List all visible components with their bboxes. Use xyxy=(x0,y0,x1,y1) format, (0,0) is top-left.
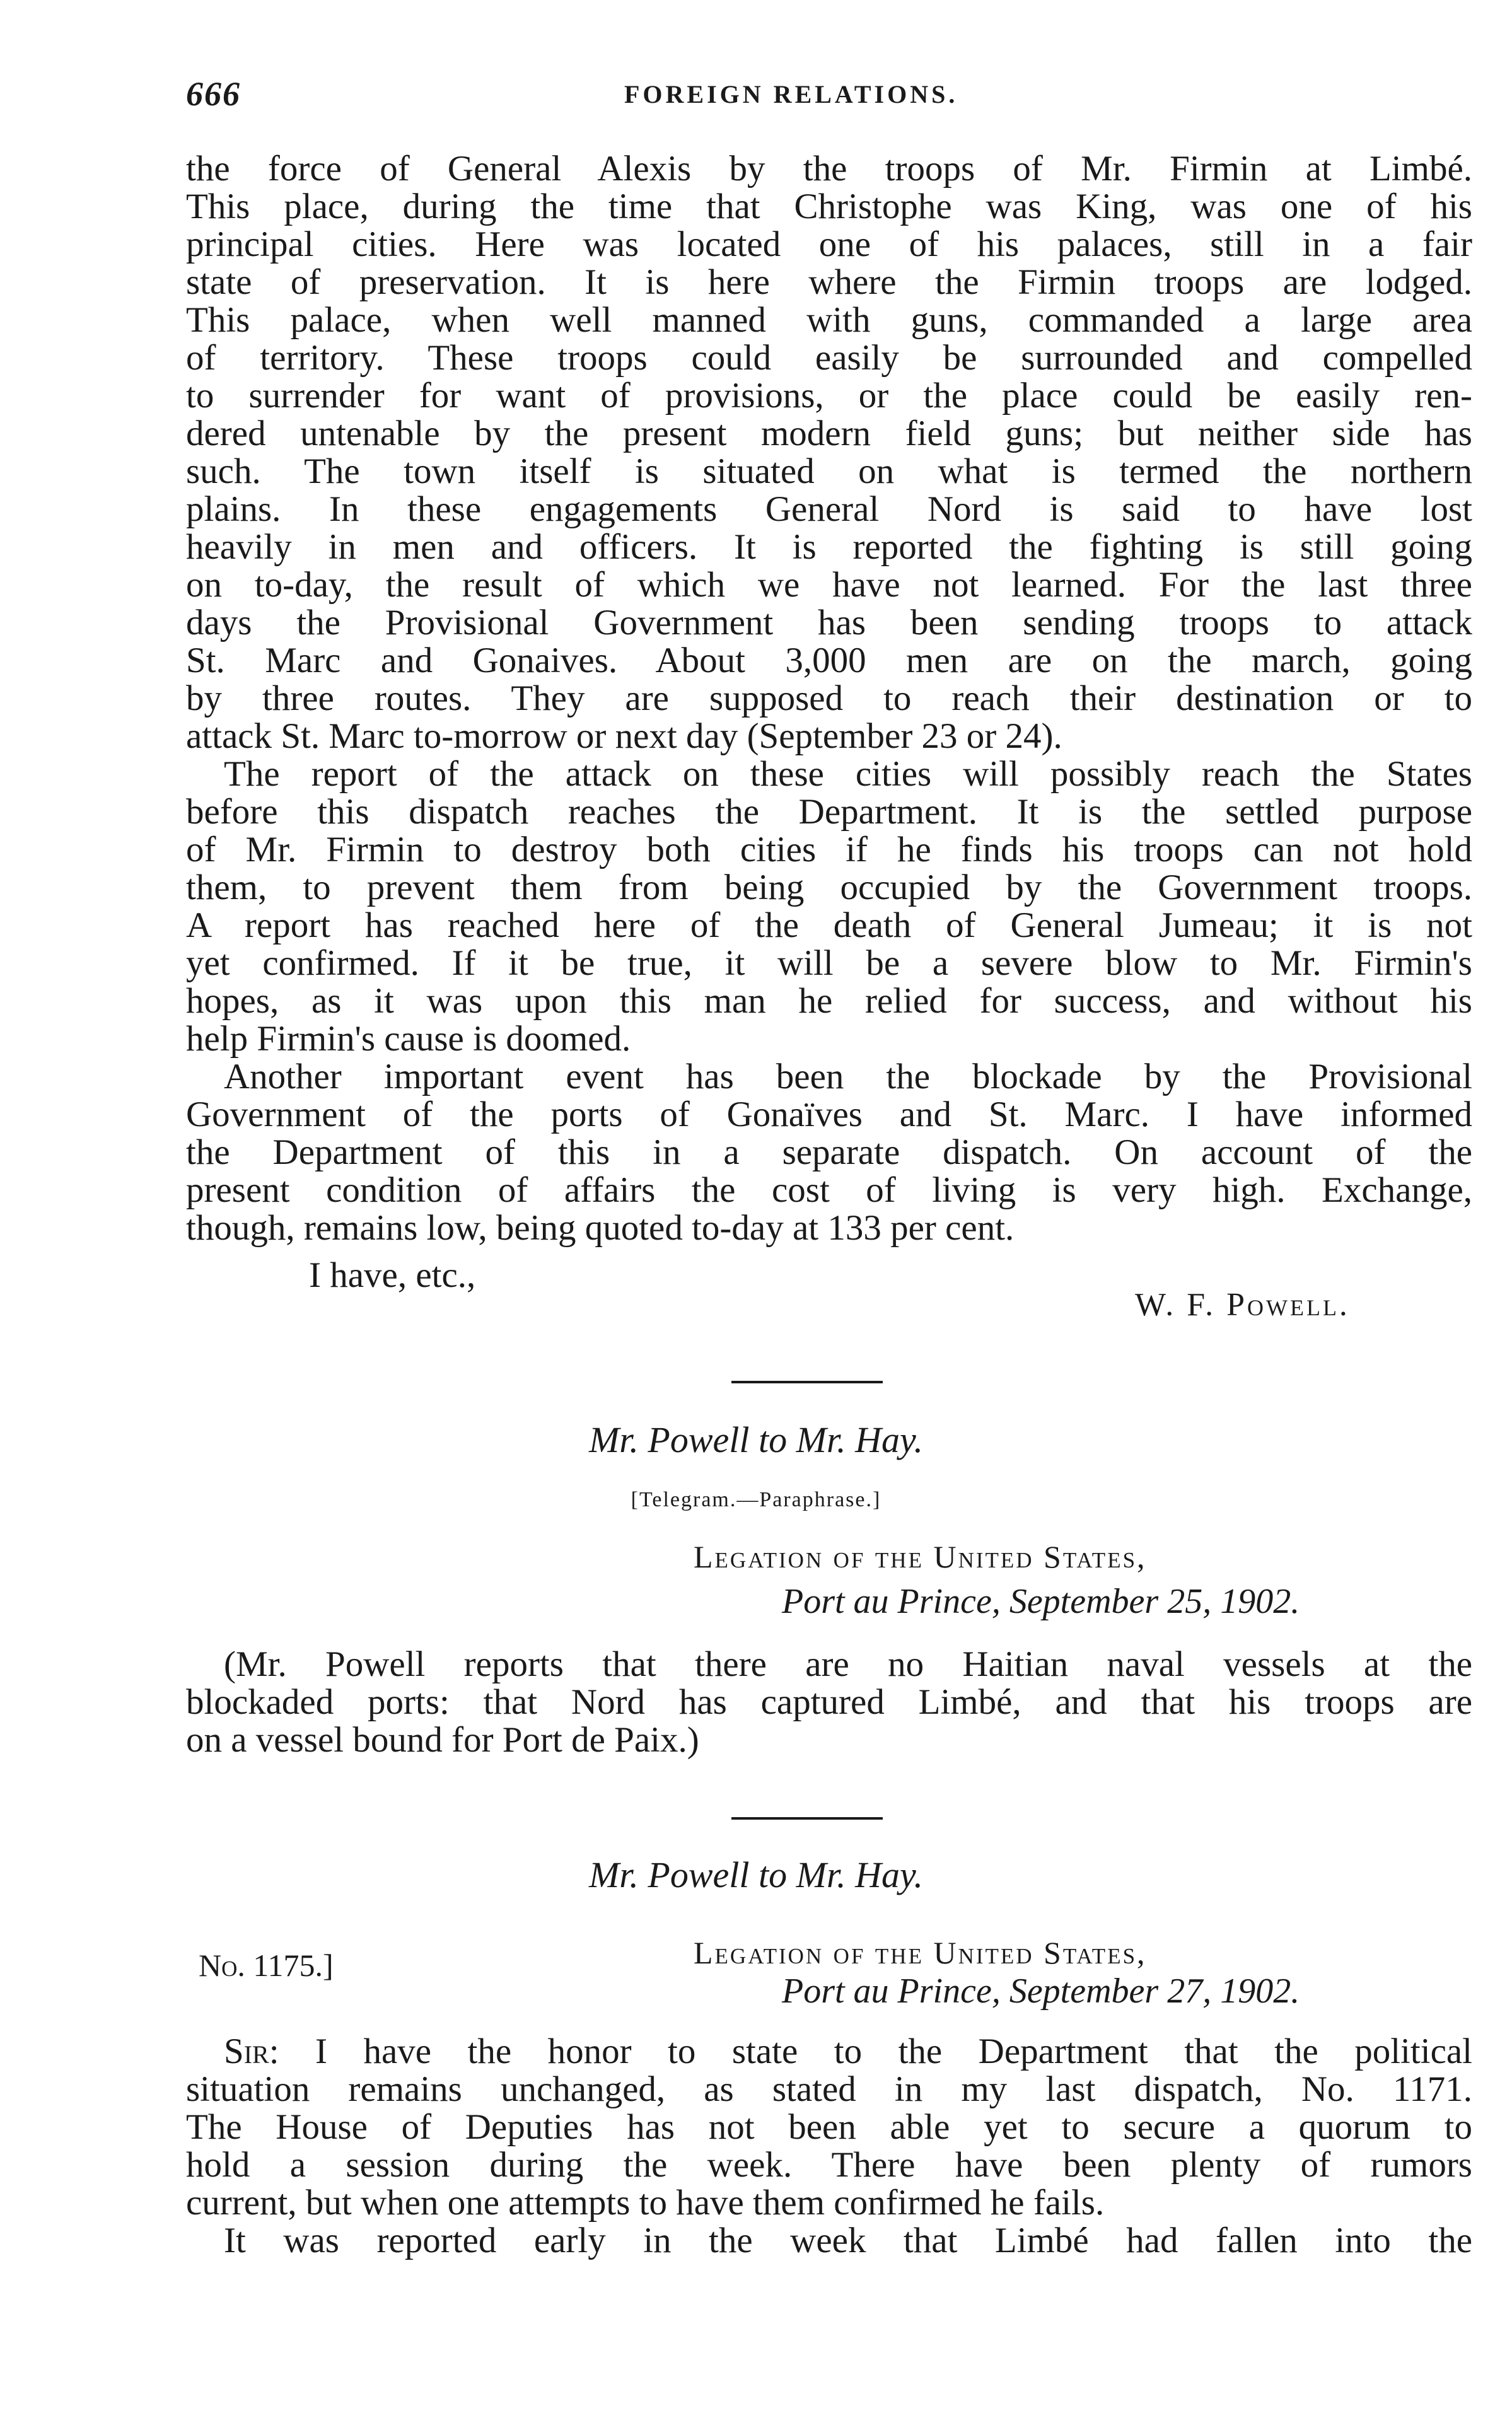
salutation: Sir: xyxy=(224,2032,279,2071)
body-line: to surrender for want of provisions, or the place could be easily ren- xyxy=(186,376,1472,416)
body-line: the Department of this in a separate dispatch. On account of the xyxy=(186,1132,1472,1172)
body-line: plains. In these engagements General Nord is said to have lost xyxy=(186,489,1472,529)
section-divider xyxy=(731,1817,883,1820)
body-line: yet confirmed. If it be true, it will be a severe blow to Mr. Firmin's xyxy=(186,943,1472,983)
page-number: 666 xyxy=(186,75,241,113)
body-line: though, remains low, being quoted to-day at 133 per cent. xyxy=(186,1208,1015,1248)
telegram-line: on a vessel bound for Port de Paix.) xyxy=(186,1720,699,1760)
body-line: St. Marc and Gonaives. About 3,000 men are on the march, going xyxy=(186,641,1472,680)
section-divider xyxy=(731,1381,883,1383)
body-line: of Mr. Firmin to destroy both cities if he finds his troops can not hold xyxy=(186,830,1472,869)
dispatch-line: The House of Deputies has not been able yet to secure a quorum to xyxy=(186,2107,1472,2147)
body-line: the force of General Alexis by the troops of Mr. Firmin at Limbé. xyxy=(186,149,1472,189)
telegram-note: [Telegram.—Paraphrase.] xyxy=(631,1488,881,1511)
body-line: state of preservation. It is here where the Firmin troops are lodged. xyxy=(186,262,1472,302)
body-line: Government of the ports of Gonaïves and St. Marc. I have informed xyxy=(186,1095,1472,1134)
body-line: them, to prevent them from being occupied by the Government troops. xyxy=(186,868,1472,907)
body-line: such. The town itself is situated on what is termed the northern xyxy=(186,451,1472,491)
dispatch-number: No. 1175.] xyxy=(199,1948,334,1983)
body-line: This place, during the time that Christophe was King, was one of his xyxy=(186,187,1472,226)
dispatch-line: It was reported early in the week that Limbé had fallen into the xyxy=(224,2221,1472,2260)
body-line: before this dispatch reaches the Department. It is the settled purpose xyxy=(186,792,1472,832)
body-line: help Firmin's cause is doomed. xyxy=(186,1019,631,1059)
dispatch-line-text: I have the honor to state to the Department that the political xyxy=(315,2032,1473,2071)
dispatch-dateline: Port au Prince, September 27, 1902. xyxy=(782,1972,1300,2011)
body-line: days the Provisional Government has been sending troops to attack xyxy=(186,603,1472,642)
running-title: FOREIGN RELATIONS. xyxy=(624,80,958,108)
telegram-legation: Legation of the United States, xyxy=(694,1539,1147,1574)
dispatch-line: current, but when one attempts to have them confirmed he fails. xyxy=(186,2183,1105,2223)
body-line: dered untenable by the present modern field guns; but neither side has xyxy=(186,414,1472,453)
dispatch-heading: Mr. Powell to Mr. Hay. xyxy=(588,1854,924,1895)
body-line: A report has reached here of the death of General Jumeau; it is not xyxy=(186,905,1472,945)
telegram-heading: Mr. Powell to Mr. Hay. xyxy=(588,1419,924,1460)
dispatch-line: hold a session during the week. There have been plenty of rumors xyxy=(186,2145,1472,2185)
signature: W. F. Powell. xyxy=(1135,1287,1350,1323)
dispatch-legation: Legation of the United States, xyxy=(694,1935,1147,1970)
body-line: principal cities. Here was located one of his palaces, still in a fair xyxy=(186,224,1472,264)
body-line: by three routes. They are supposed to reach their destination or to xyxy=(186,678,1472,718)
body-line: This palace, when well manned with guns, commanded a large area xyxy=(186,300,1472,340)
body-line: on to-day, the result of which we have not learned. For the last three xyxy=(186,565,1472,605)
dispatch-line-first xyxy=(224,2033,1472,2071)
body-line: of territory. These troops could easily be surrounded and compelled xyxy=(186,338,1472,378)
body-line: The report of the attack on these cities will possibly reach the States xyxy=(224,754,1472,794)
telegram-dateline: Port au Prince, September 25, 1902. xyxy=(782,1582,1300,1621)
telegram-line: blockaded ports: that Nord has captured Limbé, and that his troops are xyxy=(186,1682,1472,1722)
telegram-line: (Mr. Powell reports that there are no Haitian naval vessels at the xyxy=(224,1644,1472,1684)
dispatch-line: situation remains unchanged, as stated in my last dispatch, No. 1171. xyxy=(186,2069,1472,2109)
body-line: hopes, as it was upon this man he relied for success, and without his xyxy=(186,981,1472,1021)
body-line: Another important event has been the blockade by the Provisional xyxy=(224,1057,1472,1096)
body-line: heavily in men and officers. It is reported the fighting is still going xyxy=(186,527,1472,567)
closing-phrase: I have, etc., xyxy=(309,1255,476,1295)
body-line: attack St. Marc to-morrow or next day (September 23 or 24). xyxy=(186,716,1062,756)
body-line: present condition of affairs the cost of living is very high. Exchange, xyxy=(186,1170,1472,1210)
